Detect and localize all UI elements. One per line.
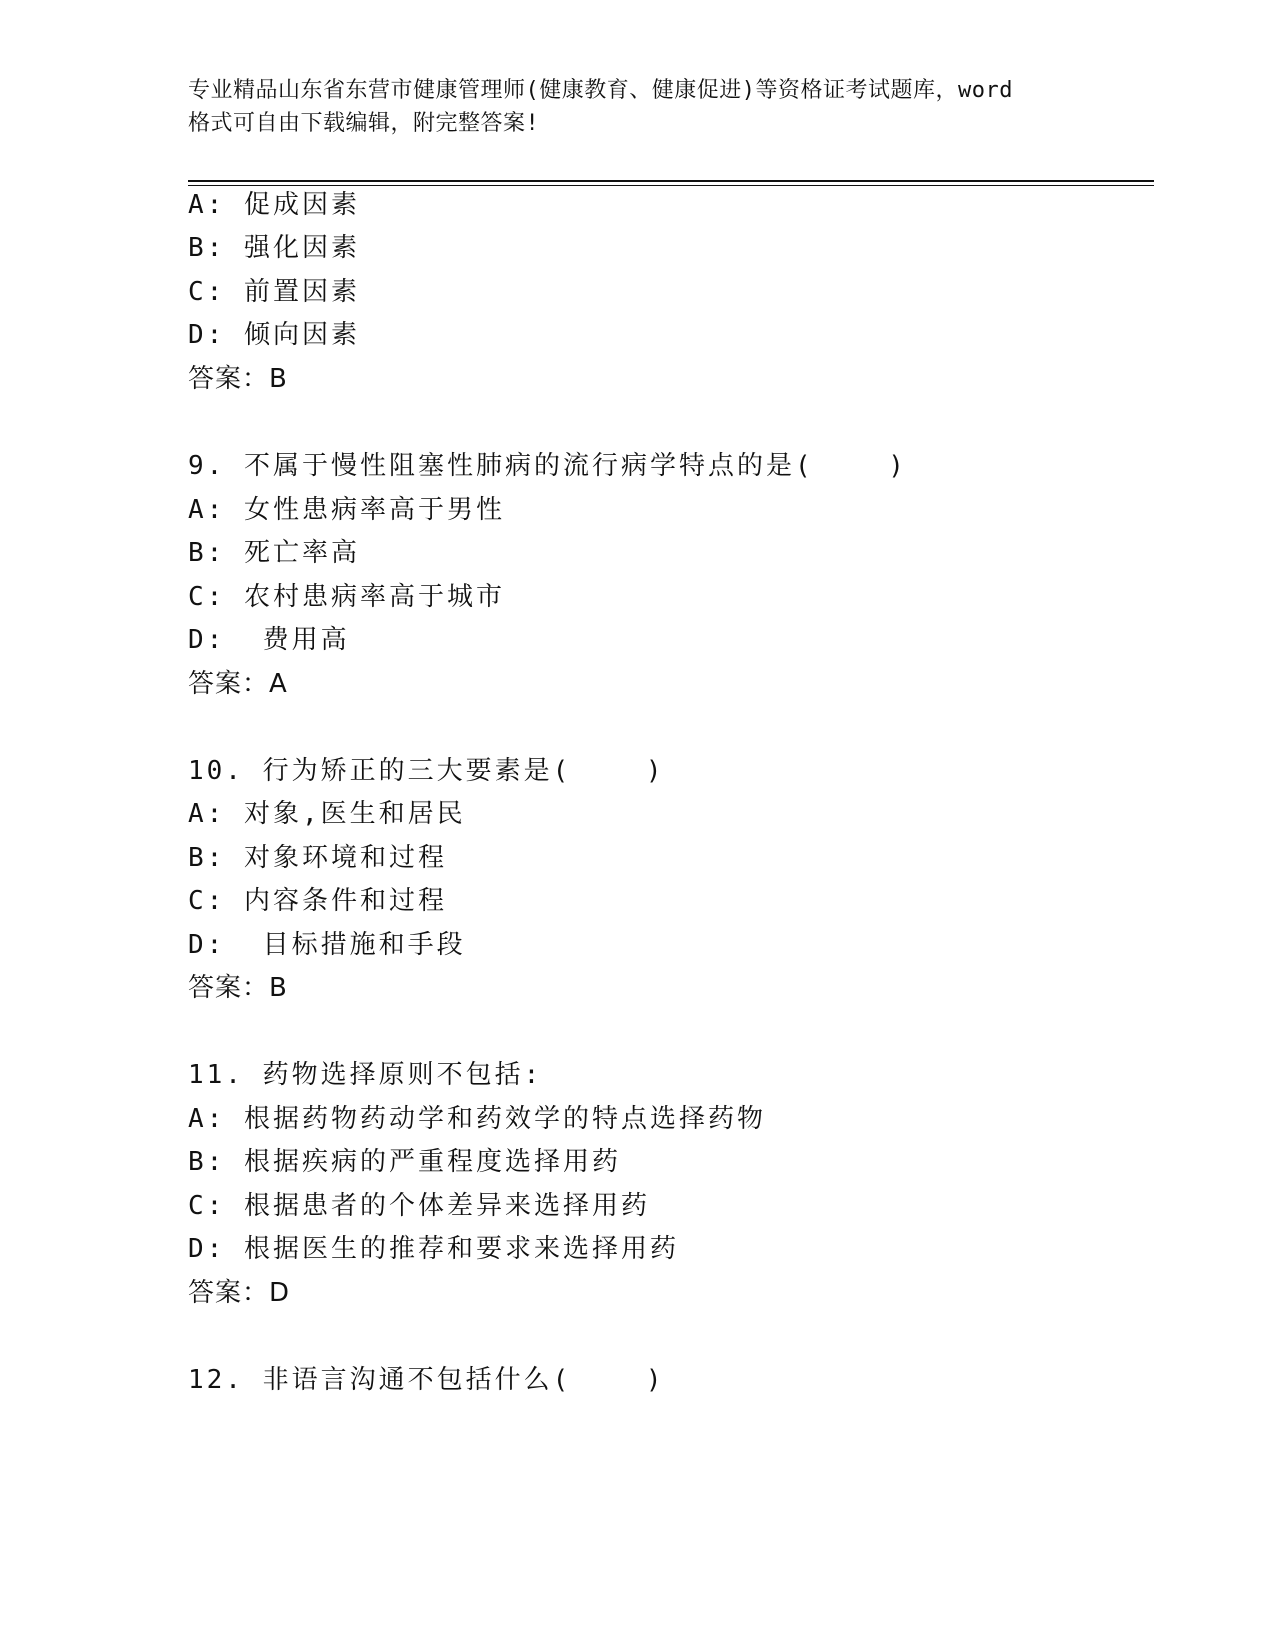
header-line-2: 格式可自由下载编辑，附完整答案! xyxy=(188,111,540,136)
q12-question: 12. 非语言沟通不包括什么( ) xyxy=(188,1365,665,1395)
q9-option-b: B: 死亡率高 xyxy=(188,538,360,568)
q11-question: 11. 药物选择原则不包括: xyxy=(188,1060,543,1090)
header-divider-thin xyxy=(188,185,1154,186)
q8-option-d: D: 倾向因素 xyxy=(188,320,360,350)
q11-option-b: B: 根据疾病的严重程度选择用药 xyxy=(188,1147,621,1177)
q10-option-d: D: 目标措施和手段 xyxy=(188,930,466,960)
q11-answer: 答案：D xyxy=(188,1278,291,1308)
header-divider-thick xyxy=(188,180,1154,182)
q10-answer: 答案：B xyxy=(188,973,288,1003)
q10-option-a: A: 对象,医生和居民 xyxy=(188,799,466,829)
q9-option-a: A: 女性患病率高于男性 xyxy=(188,495,505,525)
q10-question: 10. 行为矫正的三大要素是( ) xyxy=(188,756,665,786)
q9-option-d: D: 费用高 xyxy=(188,625,350,655)
q11-option-a: A: 根据药物药动学和药效学的特点选择药物 xyxy=(188,1104,766,1134)
q8-option-a: A: 促成因素 xyxy=(188,190,360,220)
q9-question: 9. 不属于慢性阻塞性肺病的流行病学特点的是( ) xyxy=(188,451,907,481)
q11-option-c: C: 根据患者的个体差异来选择用药 xyxy=(188,1191,650,1221)
document-header xyxy=(188,74,1088,140)
q9-option-c: C: 农村患病率高于城市 xyxy=(188,582,505,612)
q10-option-c: C: 内容条件和过程 xyxy=(188,886,447,916)
header-line-1: 专业精品山东省东营市健康管理师(健康教育、健康促进)等资格证考试题库，word xyxy=(188,78,1013,103)
q10-option-b: B: 对象环境和过程 xyxy=(188,843,447,873)
q8-option-c: C: 前置因素 xyxy=(188,277,360,307)
q9-answer: 答案：A xyxy=(188,669,288,699)
q8-option-b: B: 强化因素 xyxy=(188,233,360,263)
q8-answer: 答案：B xyxy=(188,364,288,394)
q11-option-d: D: 根据医生的推荐和要求来选择用药 xyxy=(188,1234,679,1264)
